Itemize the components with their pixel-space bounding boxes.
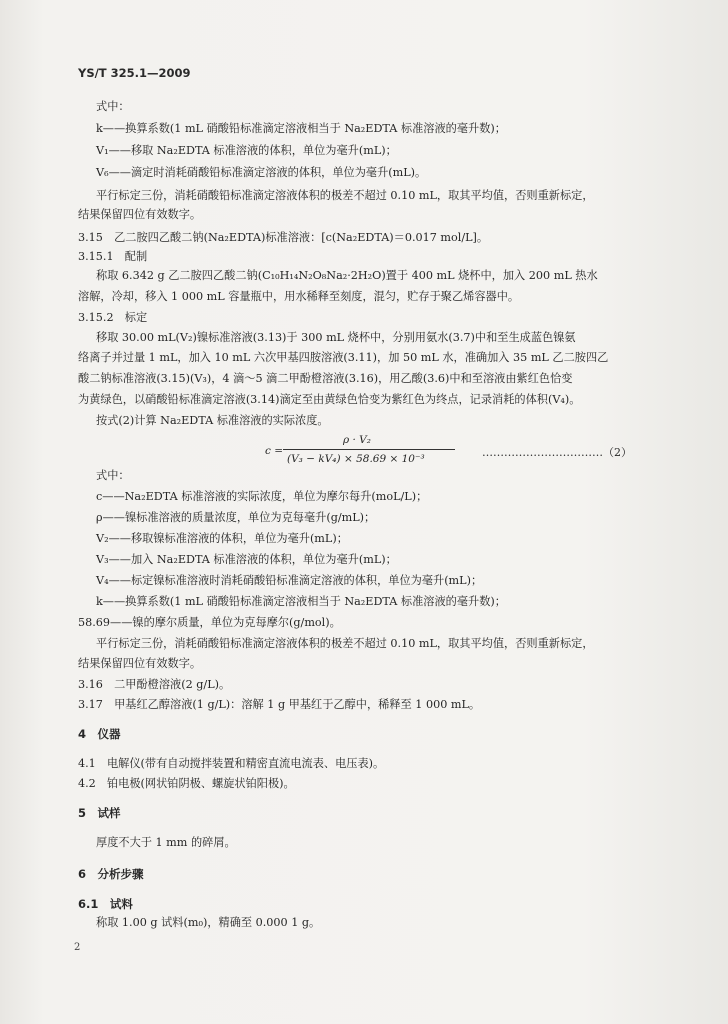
equation-number: ……………………………（2）	[482, 446, 632, 459]
formula-denominator: (V₃ − kV₄) × 58.69 × 10⁻³	[287, 453, 425, 465]
text-line-26: 结果保留四位有效数字。	[78, 657, 202, 670]
text-line-7: 3.15 乙二胺四乙酸二钠(Na₂EDTA)标准溶液：[c(Na₂EDTA)＝0.017 mol/L]。	[78, 231, 489, 244]
text-line-5: 平行标定三份，消耗硝酸铅标准滴定溶液体积的极差不超过 0.10 mL，取其平均值，否则重新标定，	[96, 189, 594, 202]
text-line-33: 厚度不大于 1 mm 的碎屑。	[96, 836, 236, 849]
text-line-22: V₄——标定镍标准溶液时消耗硝酸铅标准滴定溶液的体积，单位为毫升(mL)；	[96, 574, 483, 587]
formula-numerator: ρ · V₂	[343, 434, 371, 446]
text-line-24: 58.69——镍的摩尔质量，单位为克每摩尔(g/mol)。	[78, 616, 341, 629]
text-line-31: 4.2 铂电极(网状铂阴极、螺旋状铂阳极)。	[78, 777, 295, 790]
text-line-11: 3.15.2 标定	[78, 311, 148, 324]
text-line-29: 4 仪器	[78, 727, 121, 741]
text-line-6: 结果保留四位有效数字。	[78, 208, 202, 221]
text-line-35: 6.1 试料	[78, 897, 133, 911]
text-line-4: V₆——滴定时消耗硝酸铅标准滴定溶液的体积，单位为毫升(mL)。	[96, 166, 427, 179]
formula-lhs: c =	[265, 445, 284, 457]
page-number: 2	[74, 942, 81, 953]
fraction-bar	[283, 449, 455, 450]
text-line-8: 3.15.1 配制	[78, 250, 148, 263]
text-line-15: 为黄绿色，以硝酸铅标准滴定溶液(3.14)滴定至由黄绿色恰变为紫红色为终点，记录消耗的体积(V₄)。	[78, 393, 581, 406]
text-line-2: k——换算系数(1 mL 硝酸铅标准滴定溶液相当于 Na₂EDTA 标准溶液的毫升数)；	[96, 122, 506, 135]
text-line-13: 络离子并过量 1 mL，加入 10 mL 六次甲基四胺溶液(3.11)，加 50 mL 水，准确加入 35 mL 乙二胺四乙	[78, 351, 609, 364]
text-line-18: c——Na₂EDTA 标准溶液的实际浓度，单位为摩尔每升(moL/L)；	[96, 490, 428, 503]
text-line-36: 称取 1.00 g 试料(m₀)，精确至 0.000 1 g。	[96, 916, 321, 929]
text-line-27: 3.16 二甲酚橙溶液(2 g/L)。	[78, 678, 231, 691]
text-line-17: 式中：	[96, 469, 130, 482]
text-line-32: 5 试样	[78, 806, 121, 820]
text-line-21: V₃——加入 Na₂EDTA 标准溶液的体积，单位为毫升(mL)；	[96, 553, 397, 566]
text-line-25: 平行标定三份，消耗硝酸铅标准滴定溶液体积的极差不超过 0.10 mL，取其平均值，否则重新标定，	[96, 637, 594, 650]
text-line-34: 6 分析步骤	[78, 867, 144, 881]
text-line-14: 酸二钠标准溶液(3.15)(V₃)，4 滴～5 滴二甲酚橙溶液(3.16)，用乙酸(3.6)中和至溶液由紫红色恰变	[78, 372, 573, 385]
standard-code-header: YS/T 325.1—2009	[78, 66, 191, 80]
text-line-16: 按式(2)计算 Na₂EDTA 标准溶液的实际浓度。	[96, 414, 329, 427]
text-line-30: 4.1 电解仪(带有自动搅拌装置和精密直流电流表、电压表)。	[78, 757, 385, 770]
text-line-9: 称取 6.342 g 乙二胺四乙酸二钠(C₁₀H₁₄N₂O₈Na₂·2H₂O)置于 400 mL 烧杯中，加入 200 mL 热水	[96, 269, 598, 282]
text-line-28: 3.17 甲基红乙醇溶液(1 g/L)：溶解 1 g 甲基红于乙醇中，稀释至 1 000 mL。	[78, 698, 481, 711]
text-line-10: 溶解，冷却，移入 1 000 mL 容量瓶中，用水稀释至刻度，混匀，贮存于聚乙烯容器中。	[78, 290, 520, 303]
text-line-23: k——换算系数(1 mL 硝酸铅标准滴定溶液相当于 Na₂EDTA 标准溶液的毫升数)；	[96, 595, 506, 608]
text-line-12: 移取 30.00 mL(V₂)镍标准溶液(3.13)于 300 mL 烧杯中，分别用氨水(3.7)中和至生成蓝色镍氨	[96, 331, 576, 344]
text-line-20: V₂——移取镍标准溶液的体积，单位为毫升(mL)；	[96, 532, 348, 545]
text-line-19: ρ——镍标准溶液的质量浓度，单位为克每毫升(g/mL)；	[96, 511, 376, 524]
text-line-1: 式中：	[96, 100, 130, 113]
text-line-3: V₁——移取 Na₂EDTA 标准溶液的体积，单位为毫升(mL)；	[96, 144, 397, 157]
